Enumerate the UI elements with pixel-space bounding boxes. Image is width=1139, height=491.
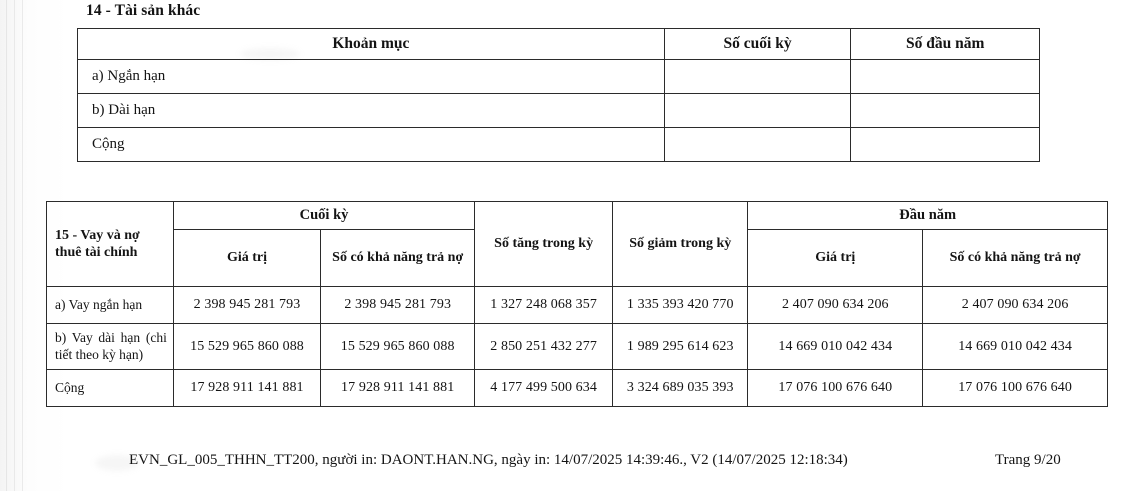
cell-value-end: 2 398 945 281 793 <box>173 287 320 324</box>
cell-increase: 1 327 248 068 357 <box>475 287 613 324</box>
cell-end-of-period <box>664 94 851 128</box>
table-row <box>78 60 1040 94</box>
cell-value-end: 17 928 911 141 881 <box>173 370 320 407</box>
column-header-end-of-period: Số cuối kỳ <box>664 29 851 60</box>
row-label: b) Vay dài hạn (chi tiết theo kỳ hạn) <box>47 324 174 370</box>
cell-decrease: 1 335 393 420 770 <box>613 287 748 324</box>
other-assets-table <box>77 28 1040 162</box>
cell-beginning-of-year <box>851 94 1040 128</box>
table-row <box>47 324 1108 370</box>
row-label: b) Dài hạn <box>78 94 665 128</box>
cell-increase: 4 177 499 500 634 <box>475 370 613 407</box>
column-header-value-end: Giá trị <box>173 230 320 287</box>
group-header-beginning-of-year: Đầu năm <box>748 202 1108 230</box>
cell-repayable-begin: 2 407 090 634 206 <box>923 287 1108 324</box>
cell-repayable-begin: 17 076 100 676 640 <box>923 370 1108 407</box>
row-label-total: Cộng <box>47 370 174 407</box>
row-label: a) Vay ngắn hạn <box>47 287 174 324</box>
table-header-row <box>78 29 1040 60</box>
table-row <box>78 94 1040 128</box>
column-header-decrease: Số giảm trong kỳ <box>613 202 748 287</box>
column-header-stub: 15 - Vay và nợ thuê tài chính <box>47 202 174 287</box>
scan-artifact <box>14 0 15 491</box>
cell-beginning-of-year <box>851 128 1040 162</box>
footer-page-number: Trang 9/20 <box>995 452 1061 468</box>
scan-artifact <box>22 0 23 491</box>
cell-value-end: 15 529 965 860 088 <box>173 324 320 370</box>
cell-value-begin: 17 076 100 676 640 <box>748 370 923 407</box>
cell-end-of-period <box>664 128 851 162</box>
cell-value-begin: 2 407 090 634 206 <box>748 287 923 324</box>
column-header-beginning-of-year: Số đầu năm <box>851 29 1040 60</box>
table-header-group-row <box>47 202 1108 230</box>
cell-repayable-begin: 14 669 010 042 434 <box>923 324 1108 370</box>
column-header-increase: Số tăng trong kỳ <box>475 202 613 287</box>
page-title: 14 - Tài sản khác <box>86 2 201 19</box>
row-label-total: Cộng <box>78 128 665 162</box>
cell-beginning-of-year <box>851 60 1040 94</box>
cell-repayable-end: 15 529 965 860 088 <box>321 324 475 370</box>
scan-artifact <box>6 0 7 491</box>
column-header-item: Khoản mục <box>78 29 665 60</box>
footer-print-info: EVN_GL_005_THHN_TT200, người in: DAONT.HAN.NG, ngày in: 14/07/2025 14:39:46., V2 (14/07/2025 12:18:34) <box>129 452 848 468</box>
column-header-repayable-begin: Số có khả năng trả nợ <box>923 230 1108 287</box>
cell-increase: 2 850 251 432 277 <box>475 324 613 370</box>
cell-decrease: 1 989 295 614 623 <box>613 324 748 370</box>
cell-repayable-end: 2 398 945 281 793 <box>321 287 475 324</box>
column-header-value-begin: Giá trị <box>748 230 923 287</box>
row-label: a) Ngắn hạn <box>78 60 665 94</box>
cell-end-of-period <box>664 60 851 94</box>
cell-repayable-end: 17 928 911 141 881 <box>321 370 475 407</box>
column-header-repayable-end: Số có khả năng trả nợ <box>321 230 475 287</box>
cell-decrease: 3 324 689 035 393 <box>613 370 748 407</box>
group-header-end-of-period: Cuối kỳ <box>173 202 474 230</box>
cell-value-begin: 14 669 010 042 434 <box>748 324 923 370</box>
table-total-row <box>78 128 1040 162</box>
table-row <box>47 287 1108 324</box>
table-total-row <box>47 370 1108 407</box>
loans-and-finance-lease-table <box>46 201 1108 407</box>
